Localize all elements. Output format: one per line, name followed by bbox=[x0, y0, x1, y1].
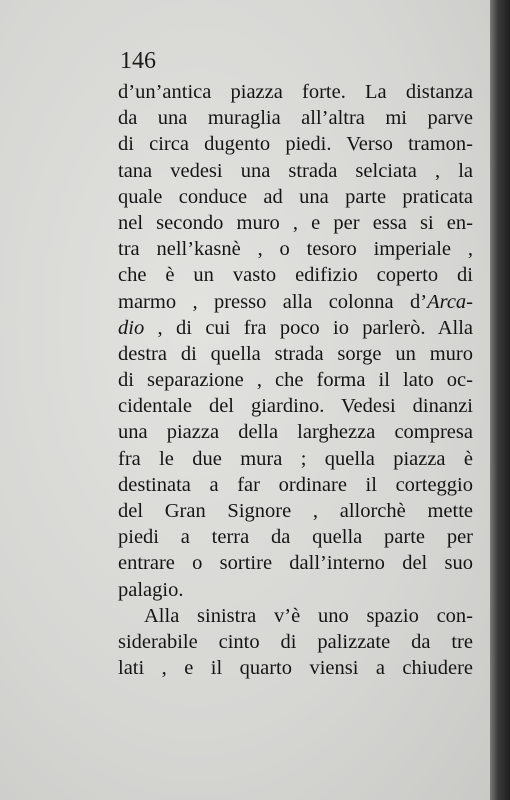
text-line: entrare o sortire dall’interno del suo bbox=[118, 552, 473, 575]
text-line: destra di quella strada sorge un muro bbox=[118, 342, 473, 365]
text-line: che è un vasto edifizio coperto di bbox=[118, 264, 473, 287]
body-text bbox=[118, 79, 473, 681]
text-fragment: marmo , presso alla colonna d’ bbox=[118, 290, 428, 313]
text-line bbox=[118, 289, 473, 315]
text-line: cidentale del giardino. Vedesi dinanzi bbox=[118, 395, 473, 418]
text-fragment: , di cui fra poco io parlerò. Alla bbox=[144, 316, 473, 339]
text-line bbox=[118, 315, 473, 341]
text-line: piedi a terra da quella parte per bbox=[118, 526, 473, 549]
text-line: siderabile cinto di palizzate da tre bbox=[118, 630, 473, 653]
text-line: lati , e il quarto viensi a chiudere bbox=[118, 657, 473, 680]
text-line: tana vedesi una strada selciata , la bbox=[118, 159, 473, 182]
text-line: quale conduce ad una parte praticata bbox=[118, 185, 473, 208]
text-line: nel secondo muro , e per essa si en- bbox=[118, 211, 473, 234]
text-line: una piazza della larghezza compresa bbox=[118, 421, 473, 444]
page-edge-shadow bbox=[490, 0, 510, 800]
text-line: da una muraglia all’altra mi parve bbox=[118, 107, 473, 130]
page-number: 146 bbox=[120, 48, 156, 74]
text-line: tra nell’kasnè , o tesoro imperiale , bbox=[118, 238, 473, 261]
text-line: di separazione , che forma il lato oc- bbox=[118, 369, 473, 392]
text-line: d’un’antica piazza forte. La distanza bbox=[118, 81, 473, 103]
text-line: destinata a far ordinare il corteggio bbox=[118, 473, 473, 496]
text-line: fra le due mura ; quella piazza è bbox=[118, 447, 473, 470]
italic-fragment: dio bbox=[118, 316, 145, 339]
text-line: palagio. bbox=[118, 578, 184, 601]
text-line: di circa dugento piedi. Verso tramon- bbox=[118, 133, 473, 156]
italic-fragment: Arca- bbox=[427, 290, 473, 313]
text-line: del Gran Signore , allorchè mette bbox=[118, 500, 473, 522]
text-line: Alla sinistra v’è uno spazio con- bbox=[144, 604, 473, 627]
